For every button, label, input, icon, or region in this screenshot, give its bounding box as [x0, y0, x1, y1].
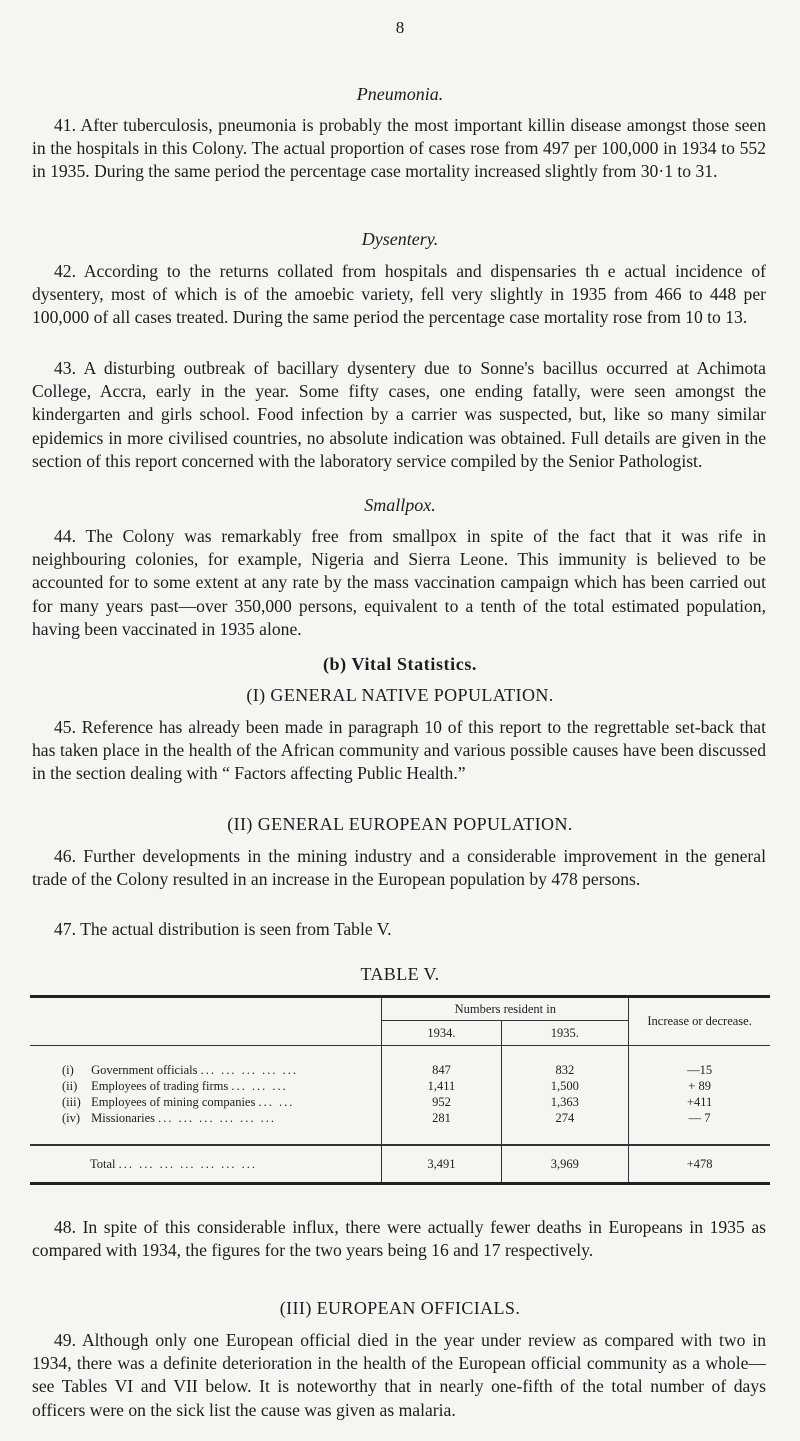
paragraph-43: 43. A disturbing outbreak of bacillary dysentery due to Sonne's bacillus occurred at Achimota College, Accra, early in the year. Some fifty cases, one ending fatally, were seen amongst the kindergarten and girls school. Food infection by a carrier was suspected, but, like so many similar epidemics in more civilised countries, no absolute indication was obtained. Full details are given in the section of this report concerned with the laboratory service compiled by the Senior Pathologist. [32, 358, 766, 471]
table-row: (iv) Missionaries ... ... ... ... ... ... 281 274 — 7 [30, 1110, 770, 1145]
table-v [30, 995, 770, 1185]
table-total-row: Total ... ... ... ... ... ... ... 3,491 3,969 +478 [30, 1145, 770, 1184]
subheading-european-officials: (III) EUROPEAN OFFICIALS. [279, 1298, 521, 1318]
heading-dysentery: Dysentery. [361, 229, 439, 249]
subheading-native-population: (I) GENERAL NATIVE POPULATION. [246, 685, 554, 705]
subheading-european-population: (II) GENERAL EUROPEAN POPULATION. [227, 814, 573, 834]
table-row: (ii) Employees of trading firms ... ... ... 1,411 1,500 + 89 [30, 1078, 770, 1094]
paragraph-44: 44. The Colony was remarkably free from smallpox in spite of the fact that it was rife in neighbouring colonies, for example, Nigeria and Sierra Leone. This immunity is believed to be accounted for to some extent at any rate by the mass vaccination campaign which has been carried out for many years past—over 350,000 persons, equivalent to a tenth of the total estimated population, having been vaccinated in 1935 alone. [32, 526, 766, 639]
header-increase-decrease: Increase or decrease. [629, 997, 770, 1046]
paragraph-45: 45. Reference has already been made in paragraph 10 of this report to the regrettable set-back that has taken place in the health of the African community and various possible causes have been discussed in the section dealing with “ Factors affecting Public Health.” [32, 717, 766, 784]
heading-pneumonia: Pneumonia. [356, 84, 444, 104]
paragraph-48: 48. In spite of this considerable influx, there were actually fewer deaths in Europeans in 1935 as compared with 1934, the figures for the two years being 16 and 17 respectively. [32, 1217, 766, 1261]
table-corner-cell [30, 997, 382, 1021]
paragraph-47: 47. The actual distribution is seen from Table V. [54, 919, 392, 939]
paragraph-41: 41. After tuberculosis, pneumonia is probably the most important killin disease amongst those seen in the hospitals in this Colony. The actual proportion of cases rose from 497 per 100,000 in 1934 to 552 in 1935. During the same period the percentage case mortality increased slightly from 30·1 to 31. [32, 115, 766, 182]
paragraph-42: 42. According to the returns collated from hospitals and dispensaries th e actual incidence of dysentery, most of which is of the amoebic variety, fell very slightly in 1935 from 466 to 448 per 100,000 of all cases treated. During the same period the percentage case mortality rose from 10 to 13. [32, 261, 766, 328]
heading-smallpox: Smallpox. [364, 495, 436, 515]
page-number: 8 [395, 18, 405, 37]
header-1934: 1934. [382, 1021, 501, 1046]
table-row: (i) Government officials ... ... ... ... ... 847 832 —15 [30, 1046, 770, 1079]
paragraph-46: 46. Further developments in the mining industry and a considerable improvement in the general trade of the Colony resulted in an increase in the European population by 478 persons. [32, 846, 766, 890]
header-numbers-resident: Numbers resident in [382, 997, 629, 1021]
heading-vital-statistics: (b) Vital Statistics. [322, 654, 478, 674]
table-row: (iii) Employees of mining companies ... ... 952 1,363 +411 [30, 1094, 770, 1110]
table-title: TABLE V. [360, 964, 440, 984]
header-1935: 1935. [501, 1021, 629, 1046]
paragraph-49: 49. Although only one European official died in the year under review as compared with two in 1934, there was a definite deterioration in the health of the European official community as a whole—see Tables VI and VII below. It is noteworthy that in nearly one-fifth of the total number of days officers were on the sick list the cause was given as malaria. [32, 1330, 766, 1420]
